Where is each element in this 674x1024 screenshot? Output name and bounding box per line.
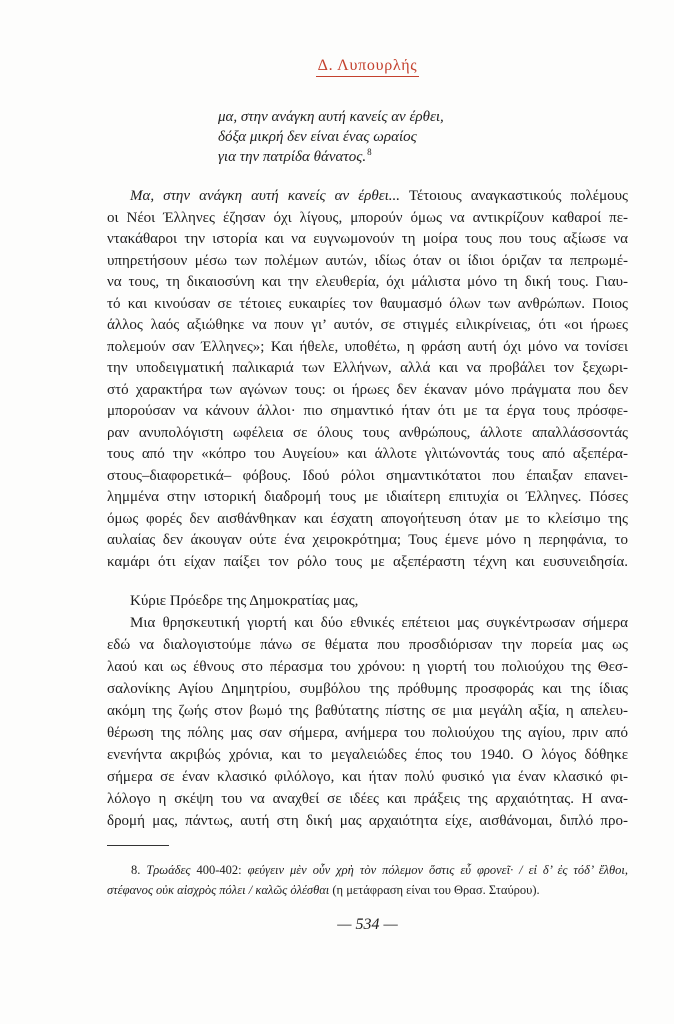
poem-quote [218, 107, 444, 167]
text-line: την υποδειγματική παλικαριά των Ελλήνων, αλλά και να προβάλει τον ξεχωρι- [107, 360, 628, 376]
text-line: στους–διαφορετικά– φόβους. Ιδού ρόλοι σημαντικότατοι που έπαιξαν επανει- [107, 467, 628, 484]
text-line: άλλος λαός αξιώθηκε να πουν γι’ αυτόν, σε στιγμές ειλικρίνειας, ότι «οι ήρωες [107, 317, 628, 333]
text-line: λαού και ως έθνους στο πέρασμα του χρόνου: η γιορτή του πολιούχου της Θεσ- [107, 659, 628, 675]
paragraph-1 [107, 186, 628, 573]
footnote-line [107, 880, 628, 900]
page-number: — 534 — [337, 916, 398, 933]
poem-line: δόξα μικρή δεν είναι ένας ωραίος [218, 129, 417, 145]
text-line: λόλογο η σκέψη του να αναχθεί σε ιδέες και πράξεις της αρχαιότητας. Η ανα- [107, 791, 628, 807]
text-line: καμάρι ότι είχαν παίξει τον ρόλο τους με αξεπέραστη τέχνη και ευσυνειδησία. [107, 553, 628, 570]
footnote-source-title: Τρωάδες [146, 863, 191, 877]
paragraph-2 [107, 590, 628, 832]
text-line: υπηρετήσουν μέσω των πολέμων αυτών, ιδίως όταν οι ίδιοι όριζαν τα πεπρωμέ- [107, 252, 628, 269]
text-line: να τους, τη δικαιοσύνη και την ελευθερία, όχι μάλιστα μόνο τη δική τους. Γιαυ- [107, 274, 628, 290]
text-line: τό και κινούσαν σε τέτοιες ευκαιρίες τον θαυμασμό όλων των ανθρώπων. Ποιος [107, 295, 628, 312]
text-line: σαλονίκης Αγίου Δημητρίου, συμβόλου της πρόθυμης προσφοράς και της ίδιας [107, 681, 628, 697]
poem-line: μα, στην ανάγκη αυτή κανείς αν έρθει, [218, 109, 444, 125]
text-line: Μια θρησκευτική γιορτή και δύο εθνικές επέτειοι μας συγκέντρωσαν σήμερα [130, 615, 628, 631]
text-line: εδώ να διαλογιστούμε πάνω σε θέματα που προσδιόρισαν την πορεία μας ως [107, 637, 628, 653]
footnote-separator [107, 845, 169, 846]
text-line: ενενήντα ακριβώς χρόνια, και το μεγαλειώδες έπος του 1940. Ο λόγος δόθηκε [107, 747, 628, 763]
footnote [107, 860, 628, 900]
author-name: Δ. Λυπουρλής [316, 56, 420, 77]
text-line: δρομή μας, πάντως, αυτή στη δική μας αρχαιότητα είχε, αισθάνομαι, διπλό προ- [107, 813, 628, 829]
text-line: ραν ανυπολόγιστη ωφέλεια σε όλους τους ανθρώπους, άλλοτε απαλλάσσοντάς [107, 424, 628, 441]
salutation-line: Κύριε Πρόεδρε της Δημοκρατίας μας, [130, 593, 359, 609]
text-line: τους από την «κόπρο του Αυγείου» και άλλοτε γλιτώνοντάς τους από αξεπέρα- [107, 446, 628, 462]
poem-line-text: για την πατρίδα θάνατος. [218, 149, 367, 165]
poem-line [218, 147, 444, 167]
footnote-translation-note: (η μετάφραση είναι του Θρασ. Σταύρου). [332, 883, 540, 897]
text-line: λημμένα στην ιστορική διαδρομή τους με ιδιαίτερη επιτυχία οι Έλληνες. Πόσες [107, 489, 628, 505]
text-line: στό χαρακτήρα των αγώνων τους: οι ήρωες δεν έκαναν μόνο πράγματα που δεν [107, 381, 628, 398]
text-line: πολεμούν σαν Έλληνες»; Και ήθελε, υποθέτω, η φράση αυτή όχι μόνο να τονίσει [107, 338, 628, 355]
footnote-greek-text: στέφανος οὐκ αἰσχρὸς πόλει / καλῶς ὀλέσθαι [107, 883, 330, 897]
text-line: θέρωση της πόλης μας σαν σήμερα, ανήμερα του πολιούχου της αγίου, πριν από [107, 725, 628, 741]
text-line: ακόμη της ζωής στον βωμό της βαθύτατης πίστης σε μια μεγάλη αξία, η απελευ- [107, 703, 628, 719]
text-line: μπορούσαν να κάνουν άλλοι· πιο σημαντικό ήταν ότι με τα έργα τους πρόσφε- [107, 403, 628, 419]
text-line: οι Νέοι Έλληνες έζησαν όχι λίγους, μπορούν όμως να αντικρίζουν καθαροί πε- [107, 209, 628, 226]
quoted-verse: Μα, στην ανάγκη αυτή κανείς αν έρθει... [130, 188, 401, 204]
footnote-line [107, 860, 628, 880]
text-line [107, 186, 628, 208]
text-run: Τέτοιους αναγκαστικούς πολέμους [408, 188, 628, 204]
footnote-number: 8. [131, 863, 141, 877]
text-line: αυλαίας δεν άκουγαν ούτε ένα χειροκρότημα; Τους έμενε μόνο η περηφάνια, το [107, 532, 628, 548]
text-line: σήμερα σε έναν κλασικό φιλόλογο, και ήταν πολύ φυσικό για έναν κλασικό φι- [107, 769, 628, 785]
text-line: όμως φορές δεν αισθάνθηκαν και έσχατη απογοήτευση όταν με το κλείσιμο της [107, 510, 628, 527]
text-line: ντακάθαροι την ιστορία και να ευγνωμονούν τη μοίρα τους που τους αξίωσε να [107, 231, 628, 247]
footnote-marker: 8 [367, 147, 372, 157]
footnote-verses: 400-402: [196, 863, 242, 877]
footnote-greek-text: φεύγειν μὲν οὖν χρὴ τὸν πόλεμον ὅστις εὖ φρονεῖ· / εἰ δ’ ἐς τόδ’ ἔλθοι, [247, 863, 629, 877]
running-head [107, 56, 628, 77]
